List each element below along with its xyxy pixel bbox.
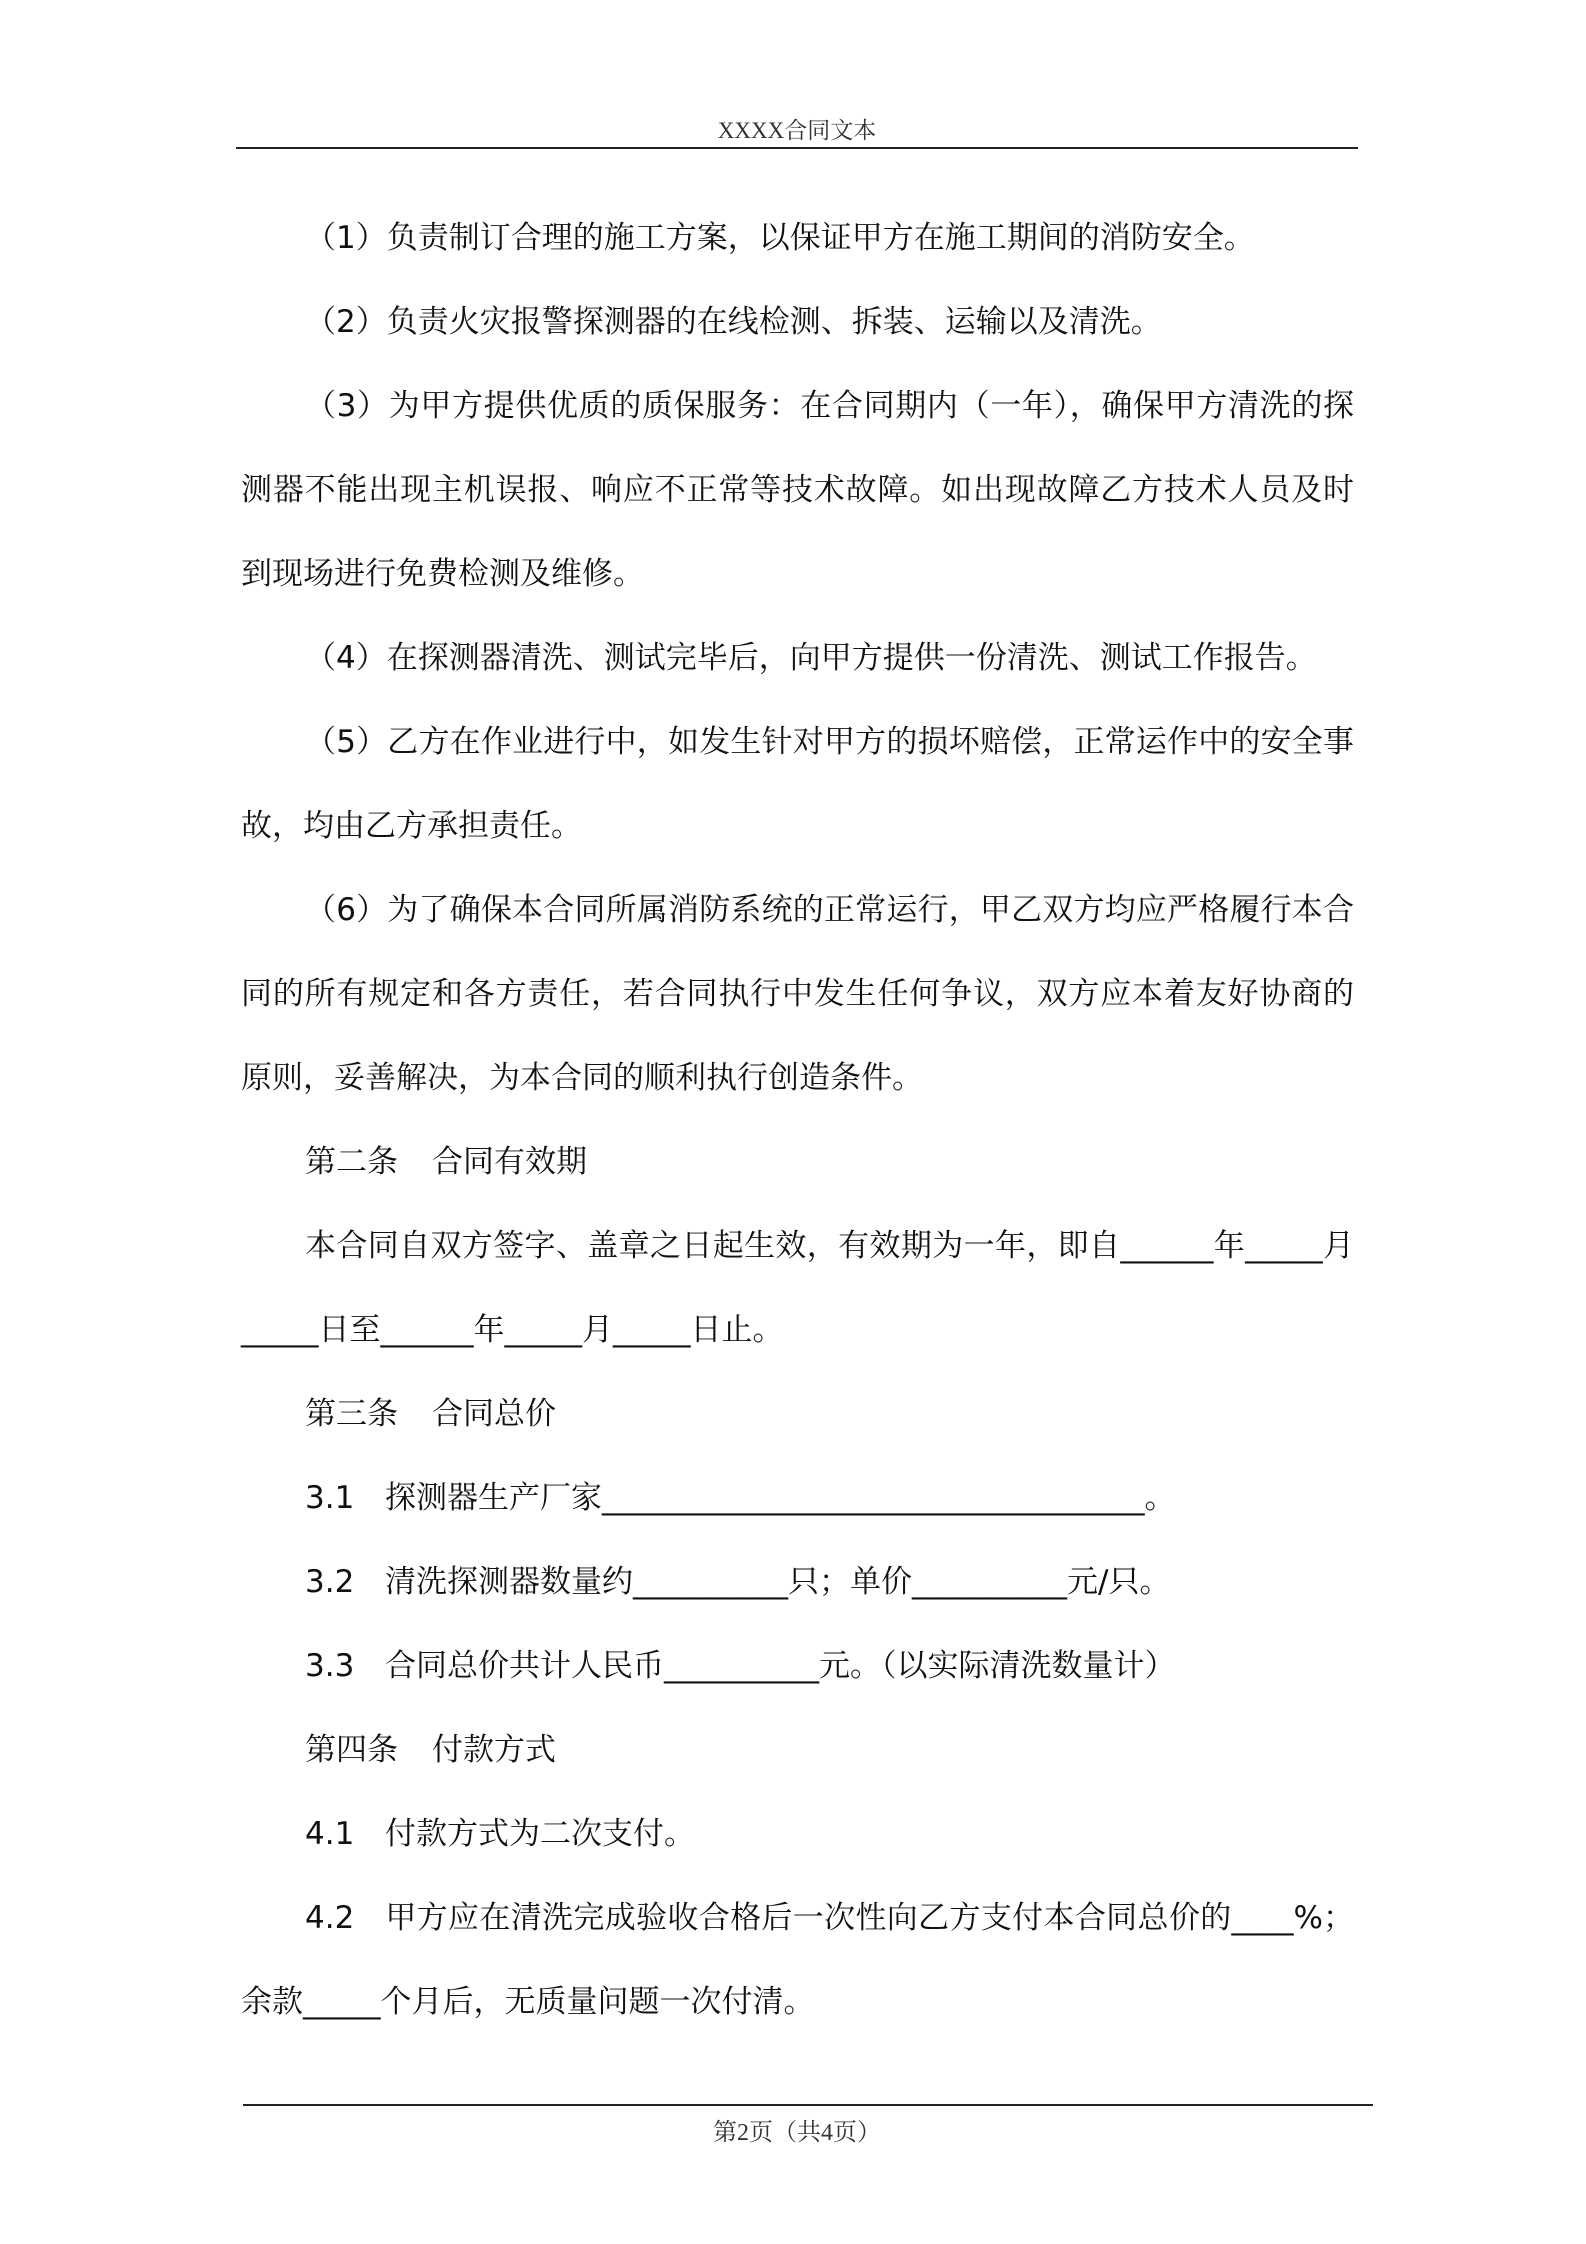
item-number: 3.3 xyxy=(305,1648,355,1684)
item-number: 4.2 xyxy=(305,1900,355,1936)
item-number: 3.1 xyxy=(305,1480,355,1516)
footer-rule xyxy=(243,2104,1373,2106)
section-4-item-2 xyxy=(241,1876,1354,2044)
section-4-number: 第四条 xyxy=(305,1732,398,1768)
item-number: 3.2 xyxy=(305,1564,355,1600)
clause-item-3: （3）为甲方提供优质的质保服务：在合同期内（一年），确保甲方清洗的探测器不能出现主机误报、响应不正常等技术故障。如出现故障乙方技术人员及时到现场进行免费检测及维修。 xyxy=(241,388,1354,592)
header-rule xyxy=(236,147,1358,149)
item-number: 4.1 xyxy=(305,1816,355,1852)
item-text: 付款方式为二次支付。 xyxy=(385,1816,695,1852)
item-text: 合同总价共计人民币__________元。（以实际清洗数量计） xyxy=(385,1648,1176,1684)
item-text: 探测器生产厂家___________________________________。 xyxy=(385,1480,1176,1516)
section-4-heading xyxy=(241,1708,1354,1792)
section-3-item-2 xyxy=(241,1540,1354,1624)
section-3-item-1 xyxy=(241,1456,1354,1540)
clause-item-1: （1）负责制订合理的施工方案，以保证甲方在施工期间的消防安全。 xyxy=(305,220,1255,256)
document-body xyxy=(241,196,1354,2044)
item-text: 甲方应在清洗完成验收合格后一次性向乙方支付本合同总价的____%；余款_____个月后，无质量问题一次付清。 xyxy=(241,1900,1354,2020)
section-3-title: 合同总价 xyxy=(432,1396,556,1432)
clause-item-4: （4）在探测器清洗、测试完毕后，向甲方提供一份清洗、测试工作报告。 xyxy=(305,640,1317,676)
section-2-heading xyxy=(241,1120,1354,1204)
section-2-number: 第二条 xyxy=(305,1144,398,1180)
section-3-heading xyxy=(241,1372,1354,1456)
section-2-text: 本合同自双方签字、盖章之日起生效，有效期为一年，即自______年_____月_____日至______年_____月_____日止。 xyxy=(241,1228,1354,1348)
page-number-footer: 第2页（共4页） xyxy=(713,2120,881,2146)
section-3-number: 第三条 xyxy=(305,1396,398,1432)
clause-item-2: （2）负责火灾报警探测器的在线检测、拆装、运输以及清洗。 xyxy=(305,304,1162,340)
section-4-title: 付款方式 xyxy=(432,1732,556,1768)
clause-item-5: （5）乙方在作业进行中，如发生针对甲方的损坏赔偿，正常运作中的安全事故，均由乙方承担责任。 xyxy=(241,724,1354,844)
section-2-title: 合同有效期 xyxy=(432,1144,587,1180)
item-text: 清洗探测器数量约__________只；单价__________元/只。 xyxy=(385,1564,1171,1600)
running-header: XXXX合同文本 xyxy=(717,118,877,143)
clause-item-6: （6）为了确保本合同所属消防系统的正常运行，甲乙双方均应严格履行本合同的所有规定和各方责任，若合同执行中发生任何争议，双方应本着友好协商的原则，妥善解决，为本合同的顺利执行创造条件。 xyxy=(241,892,1354,1096)
section-3-item-3 xyxy=(241,1624,1354,1708)
section-4-item-1 xyxy=(241,1792,1354,1876)
